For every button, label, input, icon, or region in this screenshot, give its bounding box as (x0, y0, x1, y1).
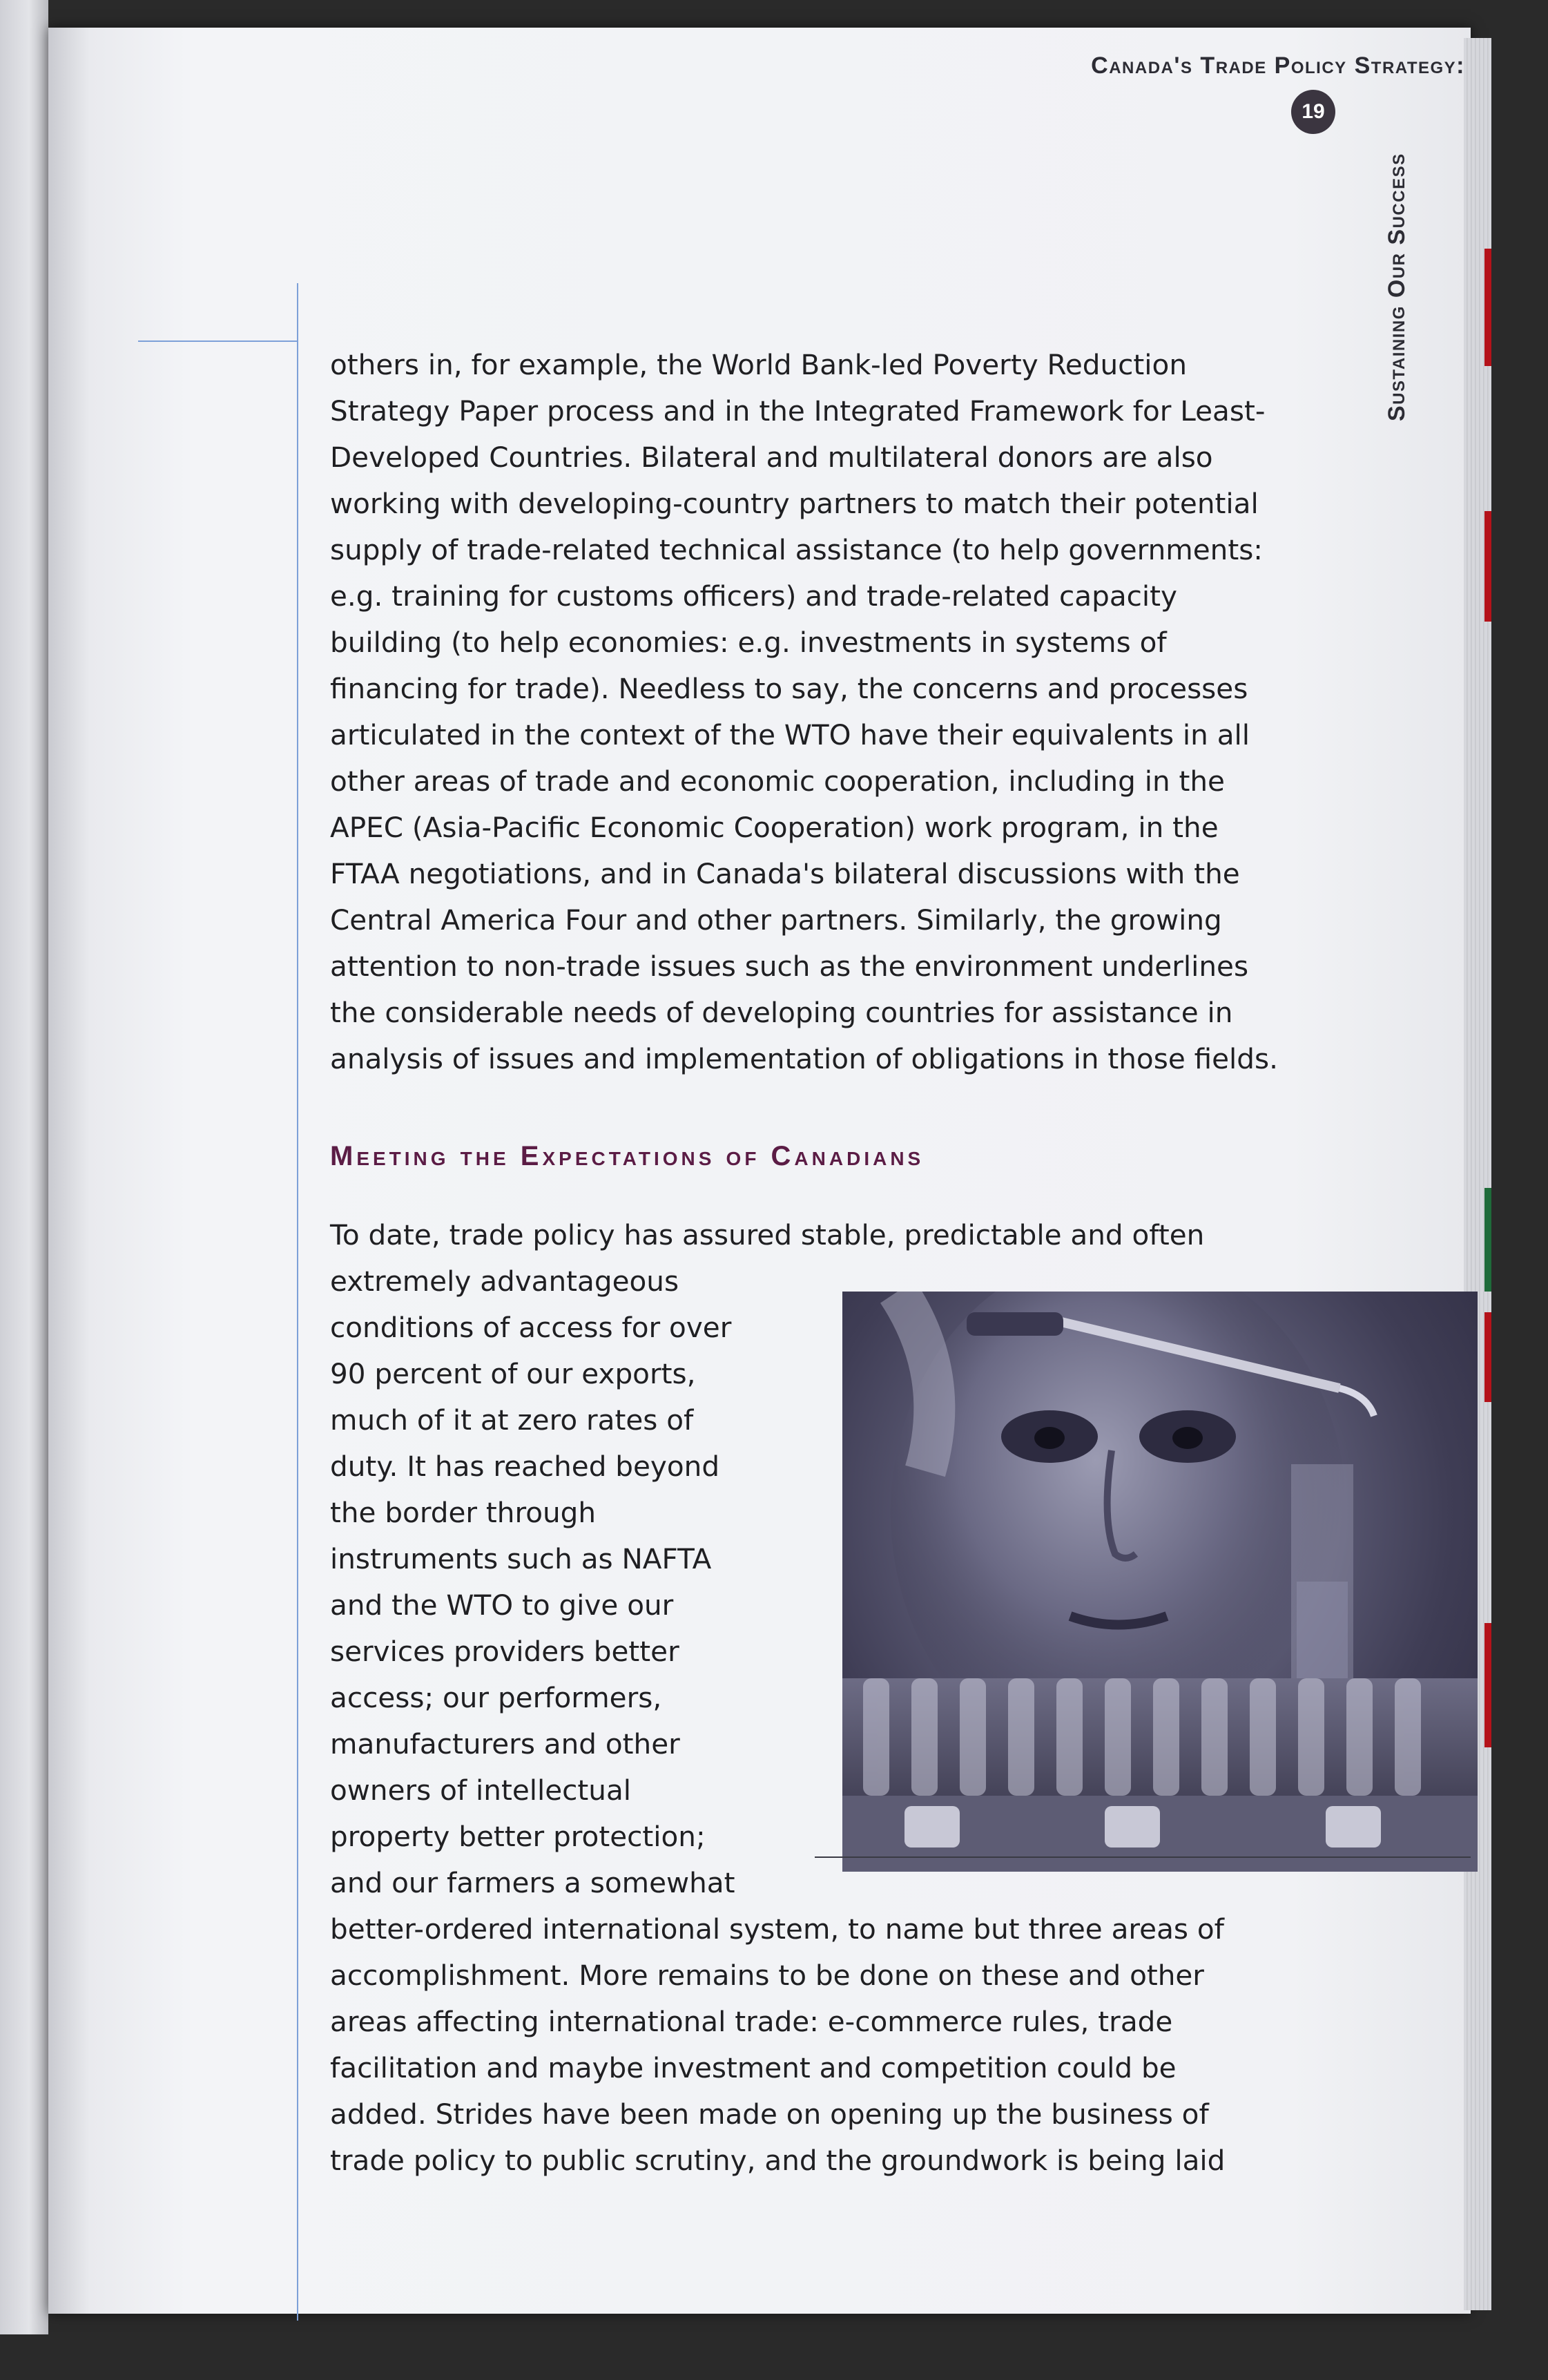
text-line: manufacturers and other (330, 1727, 680, 1760)
text-line: accomplishment. More remains to be done on these and other (330, 1959, 1204, 1992)
margin-rule-horizontal (138, 340, 298, 342)
text-line: the considerable needs of developing countries for assistance in (330, 996, 1233, 1029)
index-tab-green (1484, 1188, 1491, 1292)
text-line: much of it at zero rates of (330, 1403, 694, 1437)
text-line: working with developing-country partners to match their potential (330, 487, 1259, 520)
text-line: FTAA negotiations, and in Canada's bilateral discussions with the (330, 857, 1240, 890)
text-line: services providers better (330, 1635, 679, 1668)
margin-rule-vertical (297, 283, 298, 2321)
text-line: 90 percent of our exports, (330, 1357, 696, 1390)
index-tab-red (1484, 511, 1491, 622)
index-tab-red (1484, 1623, 1491, 1747)
text-line: and our farmers a somewhat (330, 1866, 735, 1899)
text-line: others in, for example, the World Bank-led Poverty Reduction (330, 348, 1188, 381)
text-line: To date, trade policy has assured stable, predictable and often (330, 1218, 1205, 1251)
text-line: extremely advantageous (330, 1265, 679, 1298)
index-tab-red (1484, 1312, 1491, 1402)
section-heading: Meeting the Expectations of Canadians (330, 1141, 925, 1171)
text-line: building (to help economies: e.g. investments in systems of (330, 626, 1167, 659)
text-line: financing for trade). Needless to say, the concerns and processes (330, 672, 1248, 705)
index-tab-red (1484, 249, 1491, 366)
text-line: attention to non-trade issues such as the environment underlines (330, 950, 1249, 983)
text-line: trade policy to public scrutiny, and the groundwork is being laid (330, 2144, 1226, 2177)
text-line: Central America Four and other partners. Similarly, the growing (330, 903, 1222, 937)
text-line: and the WTO to give our (330, 1589, 674, 1622)
text-line: access; our performers, (330, 1681, 662, 1714)
text-line: owners of intellectual (330, 1774, 632, 1807)
text-line: e.g. training for customs officers) and trade-related capacity (330, 579, 1178, 613)
text-line: property better protection; (330, 1820, 706, 1853)
text-line: articulated in the context of the WTO have their equivalents in all (330, 718, 1250, 751)
text-line: the border through (330, 1496, 597, 1529)
facing-page-edge (0, 0, 48, 2334)
text-line: duty. It has reached beyond (330, 1450, 720, 1483)
side-title (1374, 104, 1415, 421)
text-line: conditions of access for over (330, 1311, 732, 1344)
text-line: APEC (Asia-Pacific Economic Cooperation) work program, in the (330, 811, 1219, 844)
side-title-text: Sustaining Our Success (1384, 153, 1410, 421)
text-line: analysis of issues and implementation of obligations in those fields. (330, 1042, 1278, 1075)
text-line: added. Strides have been made on opening up the business of (330, 2098, 1209, 2131)
page-number-badge: 19 (1291, 90, 1335, 134)
text-line: areas affecting international trade: e-commerce rules, trade (330, 2005, 1173, 2038)
text-line: supply of trade-related technical assistance (to help governments: (330, 533, 1263, 566)
text-line: Strategy Paper process and in the Integrated Framework for Least- (330, 394, 1266, 428)
body-paragraph-1 (330, 342, 1324, 1082)
text-line: facilitation and maybe investment and competition could be (330, 2051, 1177, 2084)
text-line: other areas of trade and economic cooperation, including in the (330, 765, 1225, 798)
page-stack-edges (1464, 38, 1491, 2310)
text-line: better-ordered international system, to name but three areas of (330, 1912, 1224, 1946)
body-paragraph-2 (330, 1212, 1324, 2184)
text-line: Developed Countries. Bilateral and multilateral donors are also (330, 441, 1213, 474)
running-header: Canada's Trade Policy Strategy: (1091, 52, 1465, 79)
text-line: instruments such as NAFTA (330, 1542, 712, 1575)
